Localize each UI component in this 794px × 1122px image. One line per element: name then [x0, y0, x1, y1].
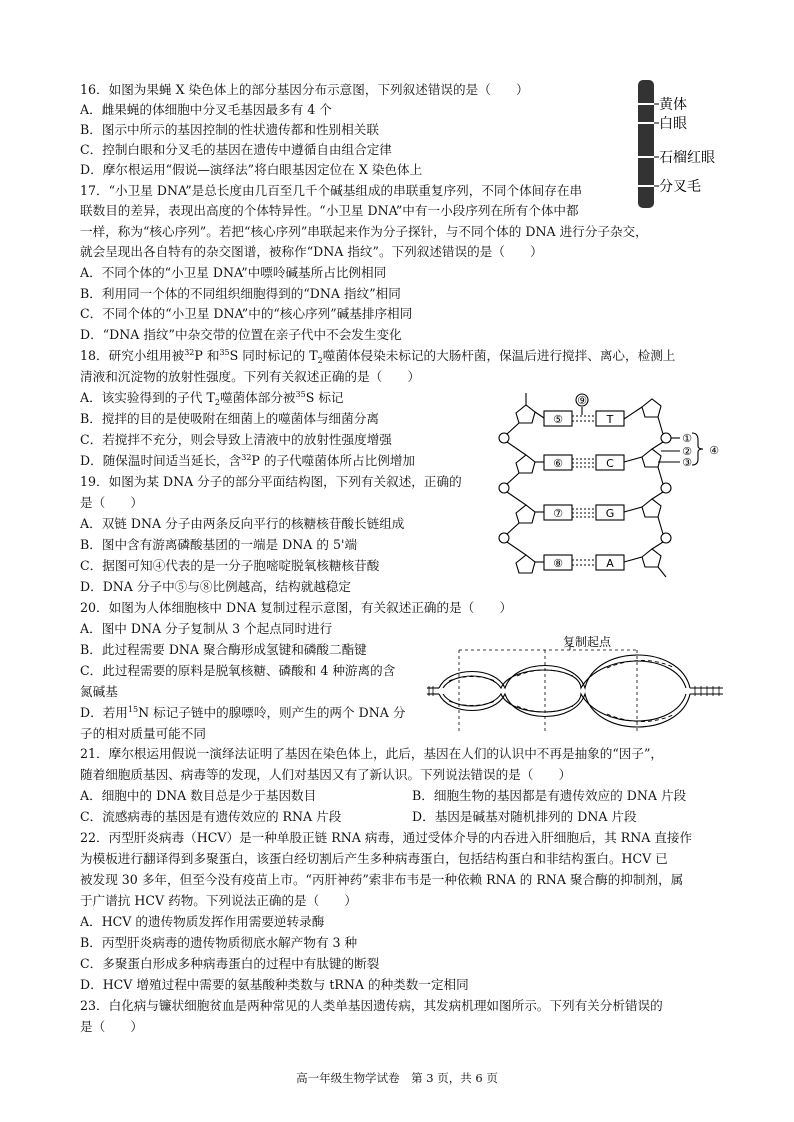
q21-stem-line2: 随着细胞质基因、病毒等的发现，人们对基因又有了新认识。下列说法错误的是（ ） — [80, 767, 572, 782]
q18-stem-line1: 18．研究小组用被$^{32}$P 和$^{35}$S 同时标记的 $T_2$噬菌体侵染未标记的大肠杆菌，保温后进行搅拌、离心，检测上 — [80, 348, 676, 365]
label-5: ⑤ — [553, 413, 563, 426]
q16-option-a: A．雌果蝇的体细胞中分叉毛基因最多有 4 个 — [80, 102, 332, 117]
q20-option-c: C．此过程需要的原料是脱氧核糖、磷酸和 4 种游离的含 — [80, 663, 396, 678]
base-pairs — [544, 394, 703, 570]
label-A: A — [606, 557, 614, 570]
label-1: ① — [682, 432, 692, 445]
q18-stem-line2: 清液和沉淀物的放射性强度。下列有关叙述正确的是（ ） — [80, 369, 421, 384]
q22-option-d: D．HCV 增殖过程中需要的氨基酸种类数与 tRNA 的种类数一定相同 — [80, 977, 469, 992]
q17-stem-line3: 一样，称为“核心序列”。若把“核心序列”串联起来作为分子探针，与不同个体的 DNA 进行分子杂交， — [80, 224, 648, 239]
origin-label: 复制起点 — [563, 635, 612, 649]
q21-option-d: D．基因是碱基对随机排列的 DNA 片段 — [412, 809, 637, 824]
q20-stem: 20．如图为人体细胞核中 DNA 复制过程示意图，有关叙述正确的是（ ） — [80, 600, 513, 615]
q17-stem-line1: 17．“小卫星 DNA”是总长度由几百至几千个碱基组成的串联重复序列，不同个体间存在串 — [80, 183, 583, 198]
q19-option-a: A．双链 DNA 分子由两条反向平行的核糖核苷酸长链组成 — [80, 516, 405, 531]
dna-structure-diagram — [492, 385, 732, 585]
left-strand — [499, 393, 544, 573]
q16-option-b: B．图示中所示的基因控制的性状遗传都和性别相关联 — [80, 122, 379, 137]
q18-option-a: A．该实验得到的子代 $T_2$噬菌体部分被$^{35}$S 标记 — [80, 390, 344, 407]
page-footer: 高一年级生物学试卷 第 3 页，共 6 页 — [296, 1071, 498, 1085]
q22-stem-line2: 为模板进行翻译得到多聚蛋白，该蛋白经切割后产生多种病毒蛋白，包括结构蛋白和非结构蛋白。HCV 已 — [80, 851, 668, 866]
q17-option-b: B．利用同一个体的不同组织细胞得到的“DNA 指纹”相同 — [80, 286, 401, 301]
q18-option-d: D．随保温时间适当延长，含$^{32}$P 的子代噬菌体所占比例增加 — [80, 453, 416, 468]
label-4: ④ — [709, 444, 719, 457]
label-C: C — [606, 457, 614, 470]
q20-option-d: D．若用$^{15}$N 标记子链中的腺嘌呤，则产生的两个 DNA 分 — [80, 705, 406, 720]
q17-option-a: A．不同个体的“小卫星 DNA”中嘌呤碱基所占比例相同 — [80, 265, 387, 280]
chromosome-bar — [638, 80, 654, 208]
q20-option-c-cont: 氮碱基 — [80, 684, 118, 699]
label-6: ⑥ — [553, 457, 563, 470]
q16-stem: 16．如图为果蝇 X 染色体上的部分基因分布示意图，下列叙述错误的是（ ） — [80, 82, 529, 97]
label-7: ⑦ — [553, 507, 563, 520]
q22-stem-line1: 22．丙型肝炎病毒（HCV）是一种单股正链 RNA 病毒，通过受体介导的内吞进入肝细胞后，其 RNA 直接作 — [80, 830, 693, 845]
label-8: ⑧ — [553, 557, 563, 570]
label-G: G — [605, 507, 615, 520]
q19-option-d: D．DNA 分子中⑤与⑧比例越高，结构就越稳定 — [80, 579, 351, 594]
gene-white-eye: 白眼 — [659, 116, 687, 132]
x-chromosome-figure — [630, 78, 740, 212]
q21-option-c: C．流感病毒的基因是有遗传效应的 RNA 片段 — [80, 809, 342, 824]
q23-stem-line2: 是（ ） — [80, 1019, 143, 1034]
label-3: ③ — [682, 456, 692, 469]
right-strand — [624, 399, 671, 577]
q22-option-c: C．多聚蛋白形成多种病毒蛋白的过程中有肽键的断裂 — [80, 956, 380, 971]
gene-yellow-body: 黄体 — [659, 97, 687, 113]
dna-replication-diagram — [425, 628, 725, 738]
q22-option-b: B．丙型肝炎病毒的遗传物质彻底水解产物有 3 种 — [80, 935, 358, 950]
q20-option-b: B．此过程需要 DNA 聚合酶形成氢键和磷酸二酯键 — [80, 642, 367, 657]
q22-stem-line3: 被发现 30 多年，但至今没有疫苗上市。“丙肝神药”索非布韦是一种依赖 RNA 的 RNA 聚合酶的抑制剂，属 — [80, 872, 684, 887]
origin-markers — [459, 650, 637, 733]
q17-option-d: D．“DNA 指纹”中杂交带的位置在亲子代中不会发生变化 — [80, 327, 402, 342]
replication-bubbles — [427, 655, 723, 727]
gene-garnet-eye: 石榴红眼 — [659, 150, 715, 166]
q18-option-b: B．搅拌的目的是使吸附在细菌上的噬菌体与细菌分离 — [80, 411, 379, 426]
q19-stem-line2: 是（ ） — [80, 495, 143, 510]
q21-stem-line1: 21．摩尔根运用假说一演绎法证明了基因在染色体上，此后，基因在人们的认识中不再是抽象的“因子”， — [80, 746, 664, 761]
label-T: T — [606, 413, 614, 426]
label-2: ② — [682, 445, 692, 458]
label-9: ⑨ — [577, 394, 587, 407]
q18-option-c: C．若搅拌不充分，则会导致上清液中的放射性强度增强 — [80, 432, 392, 447]
gene-forked-bristle: 分叉毛 — [659, 179, 701, 195]
q20-option-a: A．图中 DNA 分子复制从 3 个起点同时进行 — [80, 621, 333, 636]
q17-stem-line4: 就会呈现出各自特有的杂交图谱，被称作“DNA 指纹”。下列叙述错误的是（ ） — [80, 244, 543, 259]
q22-option-a: A．HCV 的遗传物质发挥作用需要逆转录酶 — [80, 914, 325, 929]
q21-option-a: A．细胞中的 DNA 数目总是少于基因数目 — [80, 788, 317, 803]
q19-stem-line1: 19．如图为某 DNA 分子的部分平面结构图，下列有关叙述，正确的 — [80, 474, 462, 489]
q17-option-c: C．不同个体的“小卫星 DNA”中的“核心序列”碱基排序相同 — [80, 306, 413, 321]
q19-option-b: B．图中含有游离磷酸基团的一端是 DNA 的 5'端 — [80, 537, 358, 552]
q17-stem-line2: 联数目的差异，表现出高度的个体特异性。“小卫星 DNA”中有一小段序列在所有个体中都 — [80, 203, 579, 218]
q23-stem-line1: 23．白化病与镰状细胞贫血是两种常见的人类单基因遗传病，其发病机理如图所示。下列有关分析错误的 — [80, 998, 663, 1013]
q22-stem-line4: 于广谱抗 HCV 药物。下列说法正确的是（ ） — [80, 893, 358, 908]
q16-option-c: C．控制白眼和分叉毛的基因在遗传中遵循自由组合定律 — [80, 142, 392, 157]
q16-option-d: D．摩尔根运用“假说—演绎法”将白眼基因定位在 X 染色体上 — [80, 162, 423, 177]
q19-option-c: C．据图可知④代表的是一分子胞嘧啶脱氧核糖核苷酸 — [80, 558, 380, 573]
q20-option-d-cont: 子的相对质量可能不同 — [80, 726, 206, 741]
q21-option-b: B．细胞生物的基因都是有遗传效应的 DNA 片段 — [412, 788, 687, 803]
